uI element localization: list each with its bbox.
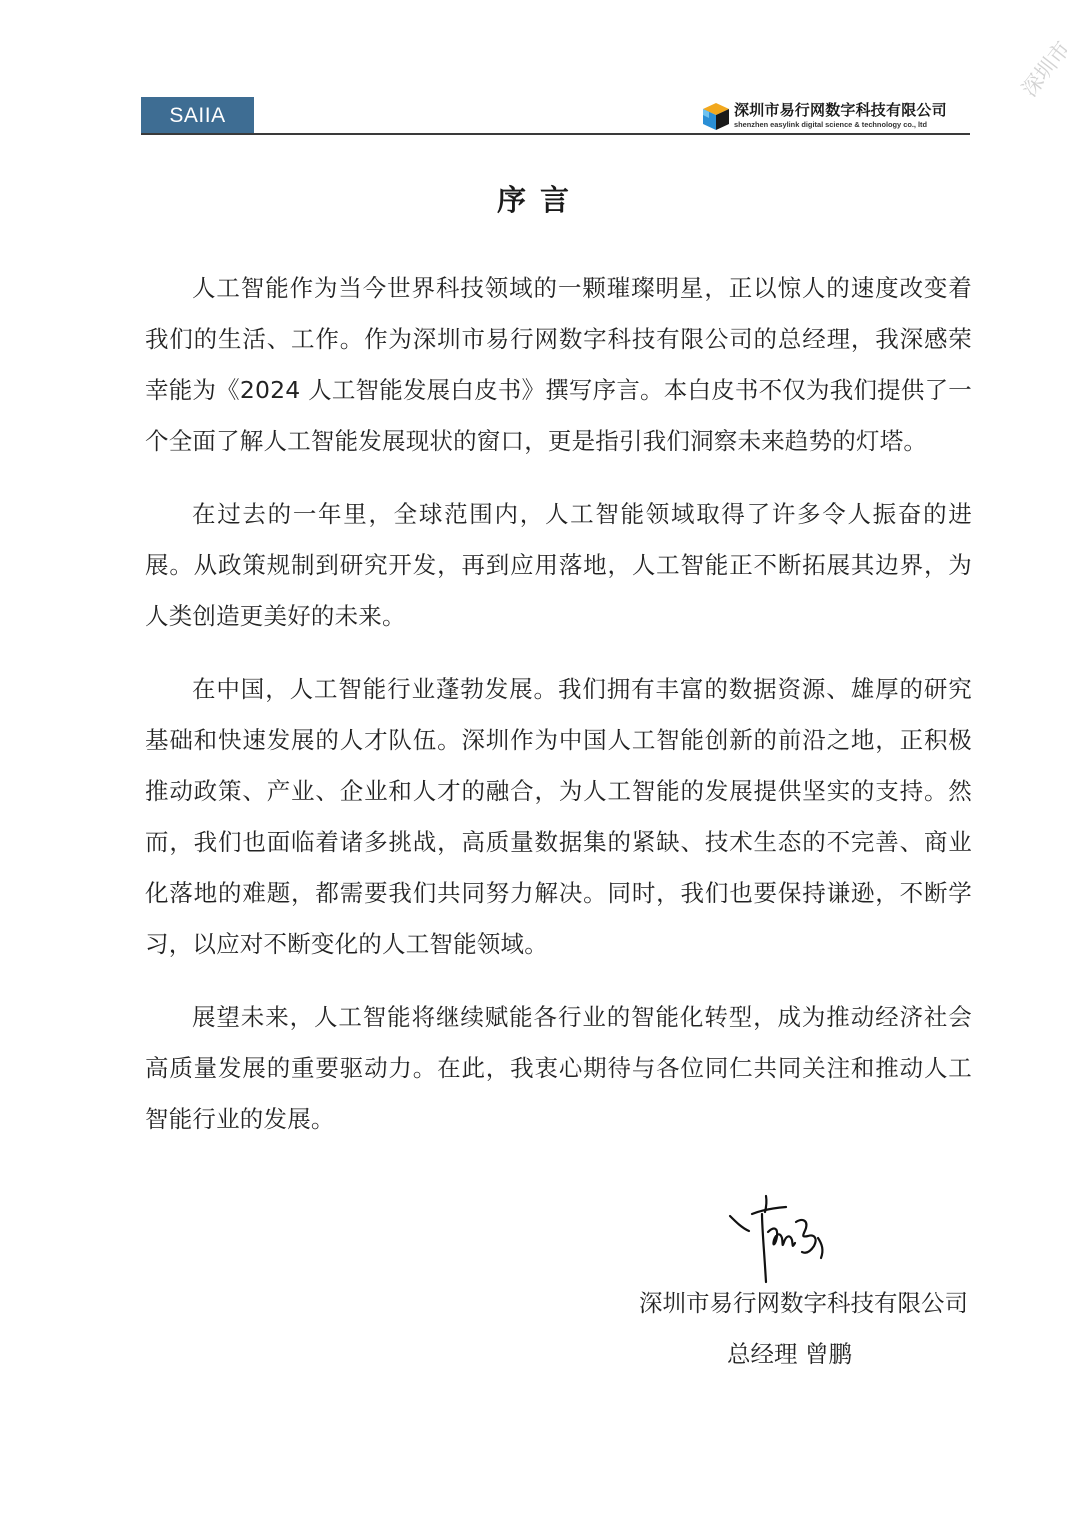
handwritten-signature — [722, 1188, 842, 1288]
page-header — [0, 0, 1080, 140]
paragraph: 人工智能作为当今世界科技领域的一颗璀璨明星，正以惊人的速度改变着我们的生活、工作。作为深圳市易行网数字科技有限公司的总经理，我深感荣幸能为《2024 人工智能发展白皮书》撰写序言。本白皮书不仅为我们提供了一个全面了解人工智能发展现状的窗口，更是指引我们洞察未来趋势的灯塔。 — [145, 274, 972, 455]
company-logo — [700, 100, 972, 132]
page-title: 序言 — [496, 183, 583, 217]
paragraph: 在中国，人工智能行业蓬勃发展。我们拥有丰富的数据资源、雄厚的研究基础和快速发展的人才队伍。深圳作为中国人工智能创新的前沿之地，正积极推动政策、产业、企业和人才的融合，为人工智能的发展提供坚实的支持。然而，我们也面临着诸多挑战，高质量数据集的紧缺、技术生态的不完善、商业化落地的难题，都需要我们共同努力解决。同时，我们也要保持谦逊，不断学习，以应对不断变化的人工智能领域。 — [145, 675, 972, 958]
watermark: 深圳市 — [1017, 36, 1075, 102]
logo-company-name-cn: 深圳市易行网数字科技有限公司 — [734, 101, 947, 119]
paragraph: 展望未来，人工智能将继续赋能各行业的智能化转型，成为推动经济社会高质量发展的重要驱动力。在此，我衷心期待与各位同仁共同关注和推动人工智能行业的发展。 — [145, 1003, 972, 1133]
saiia-badge: SAIIA — [141, 97, 254, 134]
signature-company: 深圳市易行网数字科技有限公司 — [639, 1289, 968, 1317]
preface-body — [145, 263, 972, 1167]
logo-company-name-en: shenzhen easylink digital science & technology co., ltd — [734, 120, 928, 129]
signature-title: 总经理 曾鹏 — [727, 1340, 852, 1368]
cube-logo-icon — [700, 100, 732, 132]
paragraph: 在过去的一年里，全球范围内，人工智能领域取得了许多令人振奋的进展。从政策规制到研究开发，再到应用落地，人工智能正不断拓展其边界，为人类创造更美好的未来。 — [145, 500, 972, 630]
header-divider — [141, 133, 970, 135]
